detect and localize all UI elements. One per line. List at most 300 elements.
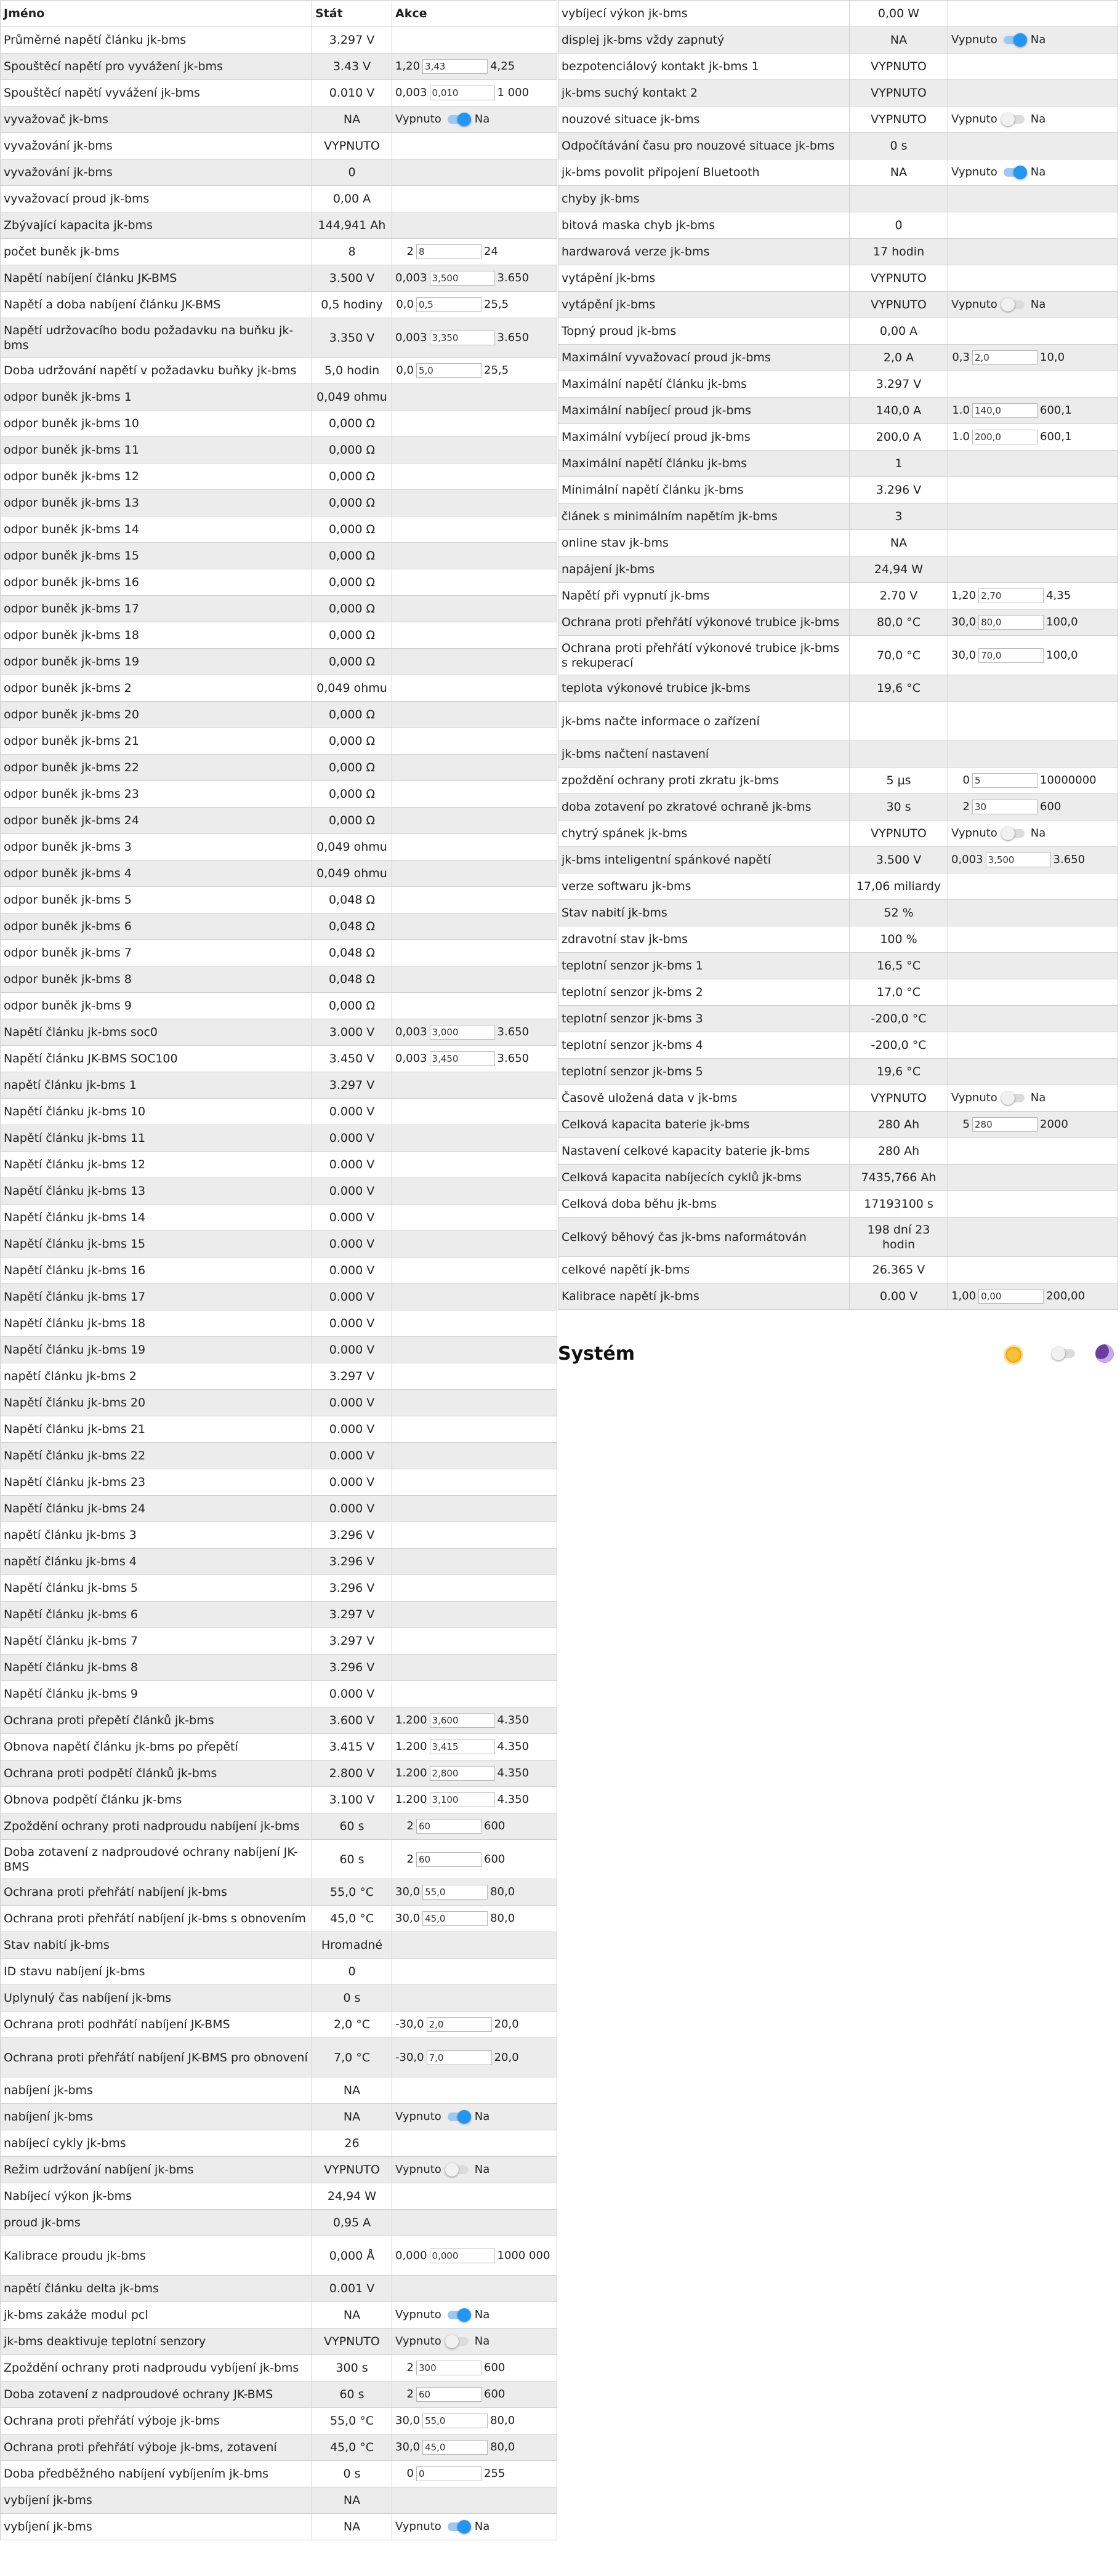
table-row	[558, 186, 1118, 212]
entity-action	[948, 106, 1118, 133]
number-input-group	[395, 2387, 554, 2402]
entity-state: VYPNUTO	[850, 292, 948, 318]
table-row	[1, 2130, 557, 2157]
entity-state: 0.000 V	[312, 1258, 392, 1284]
entity-state: 0.000 V	[312, 1231, 392, 1258]
entity-action	[392, 1152, 557, 1178]
number-input-group	[395, 1713, 554, 1728]
entity-name: online stav jk-bms	[558, 530, 850, 556]
table-row	[1, 622, 557, 649]
entity-state: 140,0 A	[850, 398, 948, 424]
toggle-on-label: Na	[474, 2308, 490, 2321]
number-input[interactable]: 5,0	[416, 363, 481, 378]
number-input[interactable]: 5	[972, 773, 1037, 788]
entity-state: 0.000 V	[312, 1125, 392, 1152]
entity-name: jk-bms načtení nastavení	[558, 741, 850, 768]
entity-action	[392, 358, 557, 384]
number-input[interactable]: 3,500	[986, 853, 1051, 867]
entity-action	[392, 1959, 557, 1985]
entity-state: 19,6 °C	[850, 1059, 948, 1085]
number-input[interactable]: 30	[972, 800, 1037, 814]
entity-state: VYPNUTO	[312, 2329, 392, 2355]
entity-name: Doba předběžného nabíjení vybíjením jk-bms	[1, 2461, 312, 2487]
toggle-on-label: Na	[1030, 1091, 1046, 1104]
number-input[interactable]: 55,0	[422, 2413, 488, 2428]
number-input[interactable]: 3,500	[430, 271, 495, 286]
toggle-off-label: Vypnuto	[951, 298, 997, 311]
entity-state: 0.000 V	[312, 1205, 392, 1231]
toggle-switch[interactable]	[1004, 168, 1025, 177]
number-input[interactable]: 3,415	[430, 1739, 495, 1754]
table-row	[558, 583, 1118, 609]
entity-state: 0	[312, 1959, 392, 1985]
toggle-knob	[1001, 827, 1015, 840]
entity-state: VYPNUTO	[850, 265, 948, 292]
toggle-switch[interactable]	[1004, 1094, 1025, 1102]
entity-name: Průměrné napětí článku jk-bms	[1, 27, 312, 54]
entity-action	[392, 411, 557, 437]
entity-state: 80,0 °C	[850, 609, 948, 636]
number-input[interactable]: 200,0	[972, 430, 1037, 444]
toggle-knob	[457, 2308, 471, 2322]
table-row	[1, 1337, 557, 1363]
entity-state: -200,0 °C	[850, 1032, 948, 1059]
table-row	[1, 1152, 557, 1178]
entity-name: napětí článku jk-bms 3	[1, 1522, 312, 1549]
entity-state: 0,049 ohmu	[312, 675, 392, 702]
toggle-switch[interactable]	[1004, 829, 1025, 838]
table-row	[1, 54, 557, 80]
table-row	[1, 212, 557, 239]
toggle-knob	[1013, 166, 1027, 179]
table-row	[1, 1734, 557, 1760]
number-max: 3.650	[497, 1025, 530, 1038]
entity-state: NA	[850, 27, 948, 54]
entity-action	[948, 609, 1118, 636]
entity-action	[392, 1522, 557, 1549]
number-input-group	[395, 2361, 554, 2375]
entity-name: vybíjecí výkon jk-bms	[558, 1, 850, 27]
entity-action	[948, 1085, 1118, 1112]
number-min: 0	[962, 774, 970, 787]
entity-action	[948, 1165, 1118, 1191]
entity-state: 0,00 A	[850, 318, 948, 345]
number-input[interactable]: 0,000	[430, 2249, 495, 2263]
entity-action	[948, 794, 1118, 821]
toggle-switch[interactable]	[448, 115, 469, 124]
entity-state: 3.000 V	[312, 1019, 392, 1046]
entity-state: 100 %	[850, 926, 948, 953]
number-input[interactable]: 7,0	[427, 2050, 492, 2065]
number-input[interactable]: 300	[416, 2361, 481, 2375]
entity-state: 3.297 V	[312, 1072, 392, 1099]
toggle-off-label: Vypnuto	[951, 166, 997, 179]
header-action: Akce	[392, 1, 557, 27]
number-input[interactable]: 8	[416, 244, 481, 259]
entity-state: VYPNUTO	[850, 80, 948, 106]
entity-action	[392, 2408, 557, 2434]
entity-action	[948, 345, 1118, 371]
entity-state: 0,000 Ω	[312, 490, 392, 516]
number-input[interactable]: 60	[416, 2387, 481, 2402]
number-min: 0,000	[395, 2249, 427, 2262]
toggle-knob	[457, 2110, 471, 2124]
number-max: 600,1	[1040, 430, 1072, 443]
number-input-group	[395, 363, 554, 378]
toggle-switch[interactable]	[448, 2165, 469, 2174]
number-input-group	[951, 350, 1114, 365]
entity-state: 16,5 °C	[850, 953, 948, 979]
entity-action	[392, 437, 557, 463]
entity-action	[392, 2514, 557, 2540]
number-max: 80,0	[490, 1885, 515, 1898]
number-input[interactable]: 0,010	[430, 86, 495, 100]
table-row	[1, 1879, 557, 1906]
number-max: 80,0	[490, 2441, 515, 2454]
entity-name: chytrý spánek jk-bms	[558, 821, 850, 847]
entity-action	[392, 186, 557, 212]
number-input-group	[395, 297, 554, 312]
table-row	[1, 159, 557, 186]
entity-name: zpoždění ochrany proti zkratu jk-bms	[558, 768, 850, 794]
entity-action	[392, 596, 557, 622]
theme-toggle[interactable]	[1054, 1349, 1075, 1358]
entity-name: odpor buněk jk-bms 22	[1, 755, 312, 781]
toggle-switch[interactable]	[448, 2113, 469, 2121]
entity-name: odpor buněk jk-bms 14	[1, 516, 312, 543]
entity-name: odpor buněk jk-bms 4	[1, 861, 312, 887]
entity-state: 3.297 V	[850, 371, 948, 398]
number-input-group	[395, 2440, 554, 2455]
entity-action	[392, 1734, 557, 1760]
table-row	[558, 80, 1118, 106]
entity-action	[392, 2210, 557, 2236]
table-row	[1, 516, 557, 543]
entity-action	[392, 2236, 557, 2276]
number-input-group	[395, 1852, 554, 1867]
entity-state: 0.000 V	[312, 1152, 392, 1178]
entity-name: Napětí článku jk-bms 24	[1, 1496, 312, 1522]
entity-name: Napětí článku jk-bms 6	[1, 1602, 312, 1628]
toggle-switch[interactable]	[1004, 300, 1025, 309]
entity-state	[850, 702, 948, 741]
number-input[interactable]: 2,800	[430, 1766, 495, 1781]
toggle-group	[395, 2308, 554, 2322]
table-row	[1, 106, 557, 133]
number-input[interactable]: 60	[416, 1819, 481, 1834]
number-max: 10000000	[1040, 774, 1097, 787]
entity-state: 19,6 °C	[850, 675, 948, 702]
entity-action	[948, 821, 1118, 847]
entity-name: Napětí článku jk-bms 20	[1, 1390, 312, 1416]
entity-state: VYPNUTO	[850, 1085, 948, 1112]
entity-name: Napětí článku jk-bms 15	[1, 1231, 312, 1258]
number-input-group	[951, 800, 1114, 814]
table-row	[1, 2434, 557, 2461]
toggle-off-label: Vypnuto	[395, 2520, 441, 2533]
number-max: 4.350	[497, 1714, 530, 1727]
toggle-group	[951, 826, 1114, 841]
table-row	[558, 1006, 1118, 1032]
entity-action	[392, 1602, 557, 1628]
number-min: 30,0	[395, 2441, 421, 2454]
table-row	[558, 1032, 1118, 1059]
entity-state: 3.296 V	[850, 477, 948, 504]
toggle-on-label: Na	[1030, 33, 1046, 46]
number-input-group	[395, 271, 554, 286]
entity-name: Maximální napětí článku jk-bms	[558, 451, 850, 477]
table-row	[1, 265, 557, 292]
entity-name: vytápění jk-bms	[558, 265, 850, 292]
table-row	[1, 1760, 557, 1787]
entity-action	[392, 569, 557, 596]
entity-action	[392, 1390, 557, 1416]
number-max: 2000	[1040, 1118, 1068, 1131]
number-input[interactable]: 3,350	[430, 331, 495, 345]
table-row	[558, 54, 1118, 80]
number-input[interactable]: 2,70	[978, 588, 1044, 603]
table-row	[558, 477, 1118, 504]
entity-action	[948, 675, 1118, 702]
entity-name: Doba udržování napětí v požadavku buňky jk-bms	[1, 358, 312, 384]
entity-state: 60 s	[312, 2381, 392, 2408]
entity-state: 0.00 V	[850, 1283, 948, 1310]
table-row	[1, 2329, 557, 2355]
toggle-switch[interactable]	[448, 2337, 469, 2346]
number-input[interactable]: 60	[416, 1852, 481, 1867]
number-input[interactable]: 3,43	[422, 59, 488, 74]
number-min: 1.0	[952, 430, 970, 443]
entity-action	[392, 463, 557, 490]
table-row	[1, 1258, 557, 1284]
entity-state: 0,000 Ω	[312, 808, 392, 834]
entity-action	[392, 1906, 557, 1932]
entity-name: odpor buněk jk-bms 9	[1, 993, 312, 1019]
number-max: 4,35	[1046, 589, 1071, 602]
entity-state: NA	[850, 530, 948, 556]
number-input[interactable]: 0	[416, 2466, 481, 2481]
number-input[interactable]: 2,0	[427, 2017, 492, 2032]
entities-table-left	[0, 0, 557, 2540]
entity-name: Celková doba běhu jk-bms	[558, 1191, 850, 1218]
number-input[interactable]: 3,100	[430, 1792, 495, 1807]
table-row	[1, 384, 557, 411]
table-row	[558, 451, 1118, 477]
toggle-knob	[1052, 1347, 1065, 1360]
table-row	[1, 1469, 557, 1496]
table-row	[558, 1112, 1118, 1138]
entity-name: jk-bms zakáže modul pcl	[1, 2302, 312, 2329]
table-row	[558, 873, 1118, 900]
number-input[interactable]: 55,0	[422, 1885, 488, 1900]
number-input[interactable]: 140,0	[972, 403, 1037, 418]
entity-state: 7,0 °C	[312, 2038, 392, 2077]
number-input[interactable]: 0,5	[416, 297, 481, 312]
number-input[interactable]: 3,600	[430, 1713, 495, 1728]
header-name: Jméno	[1, 1, 312, 27]
entity-state: 0.000 V	[312, 1443, 392, 1469]
entity-action	[392, 1363, 557, 1390]
table-row	[1, 2038, 557, 2077]
entity-name: Ochrana proti přehřátí nabíjení JK-BMS pro obnovení	[1, 2038, 312, 2077]
entity-action	[392, 861, 557, 887]
table-row	[1, 2514, 557, 2540]
table-row	[1, 675, 557, 702]
entity-action	[948, 556, 1118, 583]
entity-name: ID stavu nabíjení jk-bms	[1, 1959, 312, 1985]
toggle-switch[interactable]	[448, 2311, 469, 2319]
table-row	[558, 133, 1118, 159]
toggle-switch[interactable]	[1004, 36, 1025, 44]
number-input[interactable]: 0,00	[978, 1289, 1044, 1304]
toggle-switch[interactable]	[1004, 115, 1025, 124]
number-max: 600	[484, 2361, 506, 2374]
entity-action	[392, 490, 557, 516]
number-input-group	[395, 1792, 554, 1807]
table-row	[1, 490, 557, 516]
entity-action	[392, 2276, 557, 2302]
number-input[interactable]: 45,0	[422, 2440, 488, 2455]
entity-action	[948, 979, 1118, 1006]
entity-action	[392, 292, 557, 318]
entity-name: jk-bms deaktivuje teplotní senzory	[1, 2329, 312, 2355]
toggle-group	[395, 2162, 554, 2177]
number-min: 30,0	[395, 1885, 421, 1898]
number-input[interactable]: 70,0	[978, 648, 1044, 663]
entity-action	[392, 2329, 557, 2355]
entity-state: NA	[312, 2514, 392, 2540]
entity-action	[948, 900, 1118, 926]
table-row	[1, 861, 557, 887]
number-min: 1,20	[395, 60, 421, 73]
entity-action	[948, 371, 1118, 398]
entity-name: napájení jk-bms	[558, 556, 850, 583]
entity-action	[392, 2434, 557, 2461]
entity-name: odpor buněk jk-bms 6	[1, 913, 312, 940]
number-max: 80,0	[490, 2414, 515, 2427]
number-min: 0,0	[396, 364, 414, 377]
entity-name: Napětí při vypnutí jk-bms	[558, 583, 850, 609]
sun-icon	[1005, 1347, 1021, 1363]
entity-state	[850, 186, 948, 212]
entity-name: nabíjecí cykly jk-bms	[1, 2130, 312, 2157]
entity-action	[392, 1125, 557, 1152]
number-input[interactable]: 280	[972, 1117, 1037, 1132]
number-input[interactable]: 3,000	[430, 1025, 495, 1040]
entity-action	[948, 702, 1118, 741]
number-min: 2	[406, 245, 414, 258]
entity-action	[392, 2077, 557, 2104]
entity-state: 0.000 V	[312, 1310, 392, 1337]
number-input[interactable]: 2,0	[972, 350, 1037, 365]
entity-action	[392, 384, 557, 411]
table-row	[1, 1178, 557, 1205]
number-min: -30,0	[395, 2018, 424, 2031]
number-min: -30,0	[395, 2050, 424, 2064]
entity-action	[392, 212, 557, 239]
toggle-group	[395, 112, 554, 127]
table-row	[1, 2461, 557, 2487]
table-row	[558, 504, 1118, 530]
entity-state: 3.297 V	[312, 1602, 392, 1628]
entity-state: 1	[850, 451, 948, 477]
number-input[interactable]: 45,0	[422, 1911, 488, 1926]
entity-state: 0,000 Ω	[312, 781, 392, 808]
entity-name: teplotní senzor jk-bms 4	[558, 1032, 850, 1059]
entity-state: 3.500 V	[312, 265, 392, 292]
entity-state: NA	[312, 106, 392, 133]
entity-name: teplotní senzor jk-bms 5	[558, 1059, 850, 1085]
entity-state: 0.000 V	[312, 1390, 392, 1416]
entity-action	[948, 873, 1118, 900]
system-section	[558, 1336, 1118, 1373]
entity-action	[392, 27, 557, 54]
entity-state: 8	[312, 239, 392, 265]
entity-name: Ochrana proti přehřátí výboje jk-bms	[1, 2408, 312, 2434]
entity-state: 0.000 V	[312, 1099, 392, 1125]
toggle-off-label: Vypnuto	[395, 2163, 441, 2176]
entity-name: doba zotavení po zkratové ochraně jk-bms	[558, 794, 850, 821]
number-min: 2	[406, 1852, 414, 1866]
table-row	[558, 318, 1118, 345]
entity-name: teplotní senzor jk-bms 3	[558, 1006, 850, 1032]
table-row	[1, 1072, 557, 1099]
entity-name: verze softwaru jk-bms	[558, 873, 850, 900]
number-max: 1000 000	[497, 2249, 550, 2262]
number-input-group	[951, 853, 1114, 867]
table-row	[1, 1099, 557, 1125]
toggle-switch[interactable]	[448, 2522, 469, 2531]
table-row	[558, 1059, 1118, 1085]
toggle-off-label: Vypnuto	[395, 2335, 441, 2348]
entity-action	[392, 1231, 557, 1258]
entity-name: bitová maska chyb jk-bms	[558, 212, 850, 239]
entity-action	[392, 755, 557, 781]
table-row	[558, 1165, 1118, 1191]
table-row	[558, 239, 1118, 265]
number-min: 0,3	[952, 351, 970, 364]
entity-state: 0,049 ohmu	[312, 384, 392, 411]
number-input[interactable]: 3,450	[430, 1051, 495, 1066]
entity-state: VYPNUTO	[850, 54, 948, 80]
toggle-group	[395, 2109, 554, 2124]
table-row	[558, 530, 1118, 556]
toggle-off-label: Vypnuto	[951, 827, 997, 840]
toggle-group	[395, 2519, 554, 2534]
number-min: 0,003	[395, 1025, 427, 1038]
table-row	[558, 27, 1118, 54]
table-row	[1, 1310, 557, 1337]
table-row	[558, 741, 1118, 768]
entity-name: jk-bms suchý kontakt 2	[558, 80, 850, 106]
entity-state: NA	[312, 2302, 392, 2329]
entity-state: 24,94 W	[312, 2183, 392, 2210]
entity-action	[392, 159, 557, 186]
entity-name: odpor buněk jk-bms 23	[1, 781, 312, 808]
toggle-group	[951, 112, 1114, 127]
entity-action	[948, 1032, 1118, 1059]
entity-action	[948, 239, 1118, 265]
table-row	[1, 2381, 557, 2408]
entity-name: Ochrana proti přehřátí výboje jk-bms, zotavení	[1, 2434, 312, 2461]
number-max: 100,0	[1046, 616, 1078, 628]
number-input-group	[395, 86, 554, 100]
number-input-group	[395, 2413, 554, 2428]
entity-state: 0.000 V	[312, 1284, 392, 1310]
number-input[interactable]: 80,0	[978, 615, 1044, 630]
entity-name: Ochrana proti přehřátí nabíjení jk-bms	[1, 1879, 312, 1906]
entity-name: teplotní senzor jk-bms 2	[558, 979, 850, 1006]
